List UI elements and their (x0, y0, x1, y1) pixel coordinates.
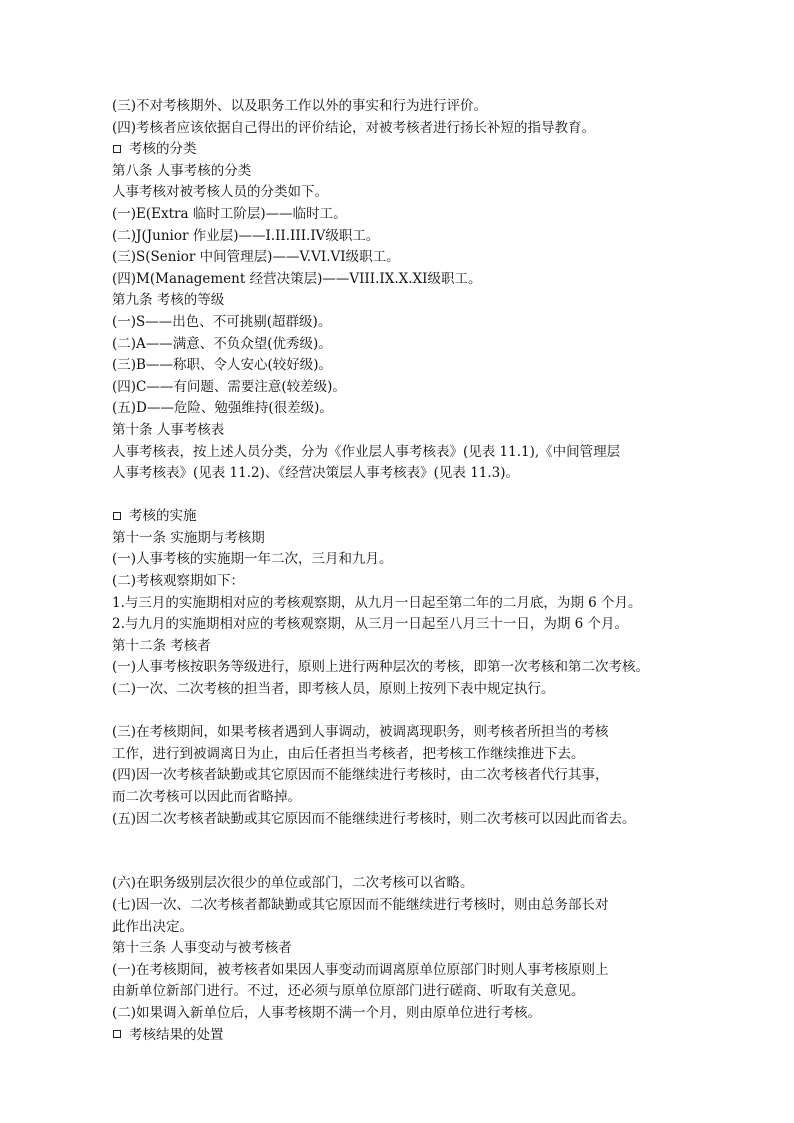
text-line: (四)因一次考核者缺勤或其它原因而不能继续进行考核时，由二次考核者代行其事， (112, 767, 609, 784)
text-line: 人事考核对被考核人员的分类如下。 (112, 184, 328, 201)
text-line: (五)因二次考核者缺勤或其它原因而不能继续进行考核时，则二次考核可以因此而省去。 (112, 810, 636, 827)
article-heading: 第十一条 实施期与考核期 (112, 529, 265, 546)
text-line: (六)在职务级别层次很少的单位或部门，二次考核可以省略。 (112, 875, 474, 892)
section-heading (112, 139, 712, 161)
text-line: (四)M(Management 经营决策层)——VIII.IX.X.XI级职工。 (112, 270, 482, 287)
section-heading (112, 506, 712, 528)
text-line: (二)考核观察期如下： (112, 573, 245, 590)
text-line: 人事考核表》(见表 11.2)、《经营决策层人事考核表》(见表 11.3)。 (112, 465, 520, 482)
text-line: (一)S——出色、不可挑剔(超群级)。 (112, 313, 332, 330)
text-line: 2.与九月的实施期相对应的考核观察期，从三月一日起至八月三十一日，为期 6 个月。 (112, 616, 629, 633)
section-heading-text: 考核的分类 (129, 141, 197, 158)
article-heading: 第九条 考核的等级 (112, 292, 225, 309)
section-heading (112, 1025, 712, 1047)
text-line: 此作出决定。 (112, 918, 193, 935)
article-heading: 第八条 人事考核的分类 (112, 162, 252, 179)
article-heading: 第十二条 考核者 (112, 637, 211, 654)
section-heading-text: 考核的实施 (129, 508, 197, 525)
text-line: (二)A——满意、不负众望(优秀级)。 (112, 335, 332, 352)
text-line: 而二次考核可以因此而省略掉。 (112, 789, 301, 805)
article-heading: 第十三条 人事变动与被考核者 (112, 940, 292, 957)
square-bullet-icon (113, 512, 121, 520)
text-line: 1.与三月的实施期相对应的考核观察期，从九月一日起至第二年的二月底，为期 6 个月。 (112, 594, 642, 611)
text-line: (三)不对考核期外、以及职务工作以外的事实和行为进行评价。 (112, 98, 488, 114)
text-line: (一)人事考核按职务等级进行，原则上进行两种层次的考核，即第一次考核和第二次考核。 (112, 659, 650, 676)
text-line: (四)C——有问题、需要注意(较差级)。 (112, 378, 346, 395)
text-line: (一)人事考核的实施期一年二次，三月和九月。 (112, 551, 393, 568)
square-bullet-icon (113, 145, 121, 153)
text-line: 人事考核表，按上述人员分类，分为《作业层人事考核表》(见表 11.1),《中间管理层 (112, 443, 621, 460)
blank-line (112, 485, 712, 507)
text-line: (三)在考核期间，如果考核者遇到人事调动，被调离现职务，则考核者所担当的考核 (112, 724, 609, 741)
text-line: (一)E(Extra 临时工阶层)——临时工。 (112, 205, 347, 222)
blank-line (112, 701, 712, 723)
document-body (112, 96, 712, 1046)
square-bullet-icon (113, 1030, 121, 1038)
text-line: (一)在考核期间，被考核者如果因人事变动而调离原单位原部门时则人事考核原则上 (112, 961, 609, 978)
text-line: (四)考核者应该依据自己得出的评价结论，对被考核者进行扬长补短的指导教育。 (112, 119, 596, 136)
text-line: (七)因一次、二次考核者都缺勤或其它原因而不能继续进行考核时，则由总务部长对 (112, 896, 609, 913)
text-line: (三)S(Senior 中间管理层)——V.VI.VI级职工。 (112, 249, 400, 266)
section-heading-text: 考核结果的处置 (129, 1026, 224, 1043)
text-line: (三)B——称职、令人安心(较好级)。 (112, 357, 332, 374)
text-line: (二)一次、二次考核的担当者，即考核人员，原则上按列下表中规定执行。 (112, 681, 555, 698)
text-line: (二)J(Junior 作业层)——I.II.III.IV级职工。 (112, 227, 380, 244)
text-line: 工作，进行到被调离日为止，由后任者担当考核者，把考核工作继续推进下去。 (112, 745, 585, 762)
article-heading: 第十条 人事考核表 (112, 421, 225, 438)
blank-line (112, 830, 712, 873)
text-line: (五)D——危险、勉强维持(很差级)。 (112, 400, 333, 417)
text-line: (二)如果调入新单位后，人事考核期不满一个月，则由原单位进行考核。 (112, 1004, 542, 1021)
text-line: 由新单位新部门进行。不过，还必须与原单位原部门进行磋商、听取有关意见。 (112, 983, 585, 1000)
